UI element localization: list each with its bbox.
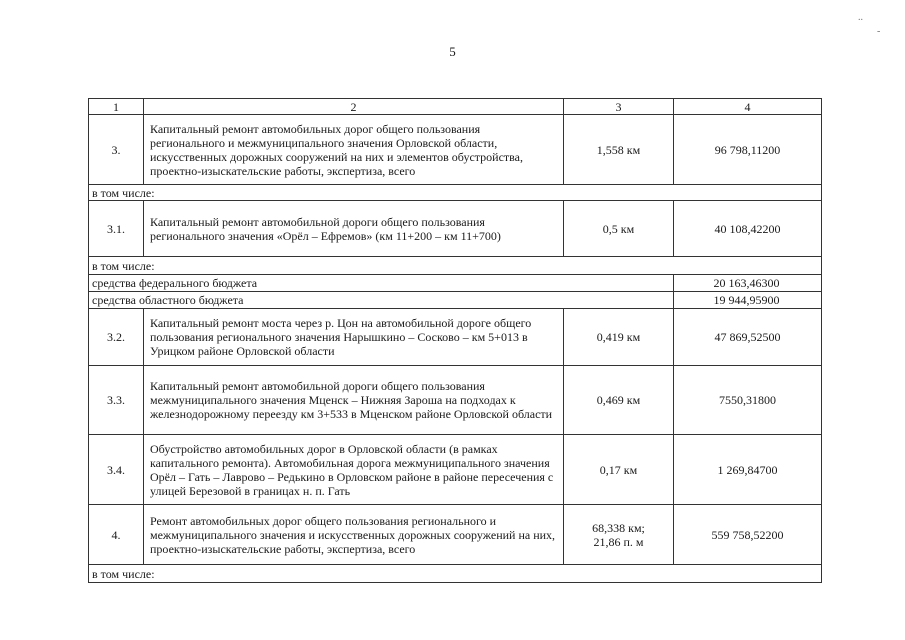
table-header-row bbox=[89, 99, 822, 115]
row-number: 3.2. bbox=[89, 309, 144, 366]
table-row bbox=[89, 435, 822, 505]
row-amount: 96 798,11200 bbox=[674, 115, 822, 185]
row-number: 3.4. bbox=[89, 435, 144, 505]
row-number: 3.1. bbox=[89, 201, 144, 257]
row-amount: 7550,31800 bbox=[674, 366, 822, 435]
row-quantity: 1,558 км bbox=[564, 115, 674, 185]
header-cell: 3 bbox=[564, 99, 674, 115]
row-description: Ремонт автомобильных дорог общего пользования регионального и межмуниципального значения и искусственных дорожных сооружений на них, проектно-изыскательские работы, экспертиза, всего bbox=[144, 505, 564, 565]
row-description: Капитальный ремонт автомобильной дороги общего пользования межмуниципального значения Мценск – Нижняя Зароша на подходах к железнодорожному переезду км 3+533 в Мценском районе Орловской области bbox=[144, 366, 564, 435]
table-row bbox=[89, 505, 822, 565]
row-amount: 40 108,42200 bbox=[674, 201, 822, 257]
row-quantity-line: 68,338 км; bbox=[592, 520, 645, 535]
row-amount: 1 269,84700 bbox=[674, 435, 822, 505]
table-row bbox=[89, 257, 822, 275]
row-number: 3.3. bbox=[89, 366, 144, 435]
table-row bbox=[89, 565, 822, 583]
row-quantity: 0,17 км bbox=[564, 435, 674, 505]
row-description: Капитальный ремонт автомобильной дороги общего пользования регионального значения «Орёл – Ефремов» (км 11+200 – км 11+700) bbox=[144, 201, 564, 257]
row-note: в том числе: bbox=[89, 565, 822, 583]
header-cell: 4 bbox=[674, 99, 822, 115]
row-funding-source: средства областного бюджета bbox=[89, 292, 674, 309]
row-amount: 20 163,46300 bbox=[674, 275, 822, 292]
budget-table bbox=[88, 98, 822, 583]
row-quantity: 0,419 км bbox=[564, 309, 674, 366]
scan-mark: .. bbox=[858, 12, 863, 23]
row-description: Капитальный ремонт автомобильных дорог общего пользования регионального и межмуниципального значения Орловской области, искусственных дорожных сооружений на них и элементов обустройства, проектно-изыскательские работы, экспертиза, всего bbox=[144, 115, 564, 185]
table-row bbox=[89, 309, 822, 366]
row-number: 3. bbox=[89, 115, 144, 185]
row-quantity: 0,469 км bbox=[564, 366, 674, 435]
header-cell: 2 bbox=[144, 99, 564, 115]
scan-mark: - bbox=[877, 26, 881, 37]
table-row bbox=[89, 292, 822, 309]
table-row bbox=[89, 366, 822, 435]
page-number: 5 bbox=[449, 44, 456, 59]
row-description: Обустройство автомобильных дорог в Орловской области (в рамках капитального ремонта). Автомобильная дорога межмуниципального значения Орёл – Гать – Лаврово – Редькино в Орловском районе в районе пересечения с улицей Березовой в границах н. п. Гать bbox=[144, 435, 564, 505]
row-quantity bbox=[564, 505, 674, 565]
header-cell: 1 bbox=[89, 99, 144, 115]
table-row bbox=[89, 201, 822, 257]
row-amount: 19 944,95900 bbox=[674, 292, 822, 309]
table-row bbox=[89, 275, 822, 292]
row-amount: 47 869,52500 bbox=[674, 309, 822, 366]
table-row bbox=[89, 185, 822, 201]
row-funding-source: средства федерального бюджета bbox=[89, 275, 674, 292]
row-description: Капитальный ремонт моста через р. Цон на автомобильной дороге общего пользования регионального значения Нарышкино – Сосково – км 5+013 в Урицком районе Орловской области bbox=[144, 309, 564, 366]
row-note: в том числе: bbox=[89, 185, 822, 201]
row-amount: 559 758,52200 bbox=[674, 505, 822, 565]
row-quantity-line: 21,86 п. м bbox=[593, 534, 644, 549]
table-row bbox=[89, 115, 822, 185]
row-number: 4. bbox=[89, 505, 144, 565]
row-quantity: 0,5 км bbox=[564, 201, 674, 257]
row-note: в том числе: bbox=[89, 257, 822, 275]
